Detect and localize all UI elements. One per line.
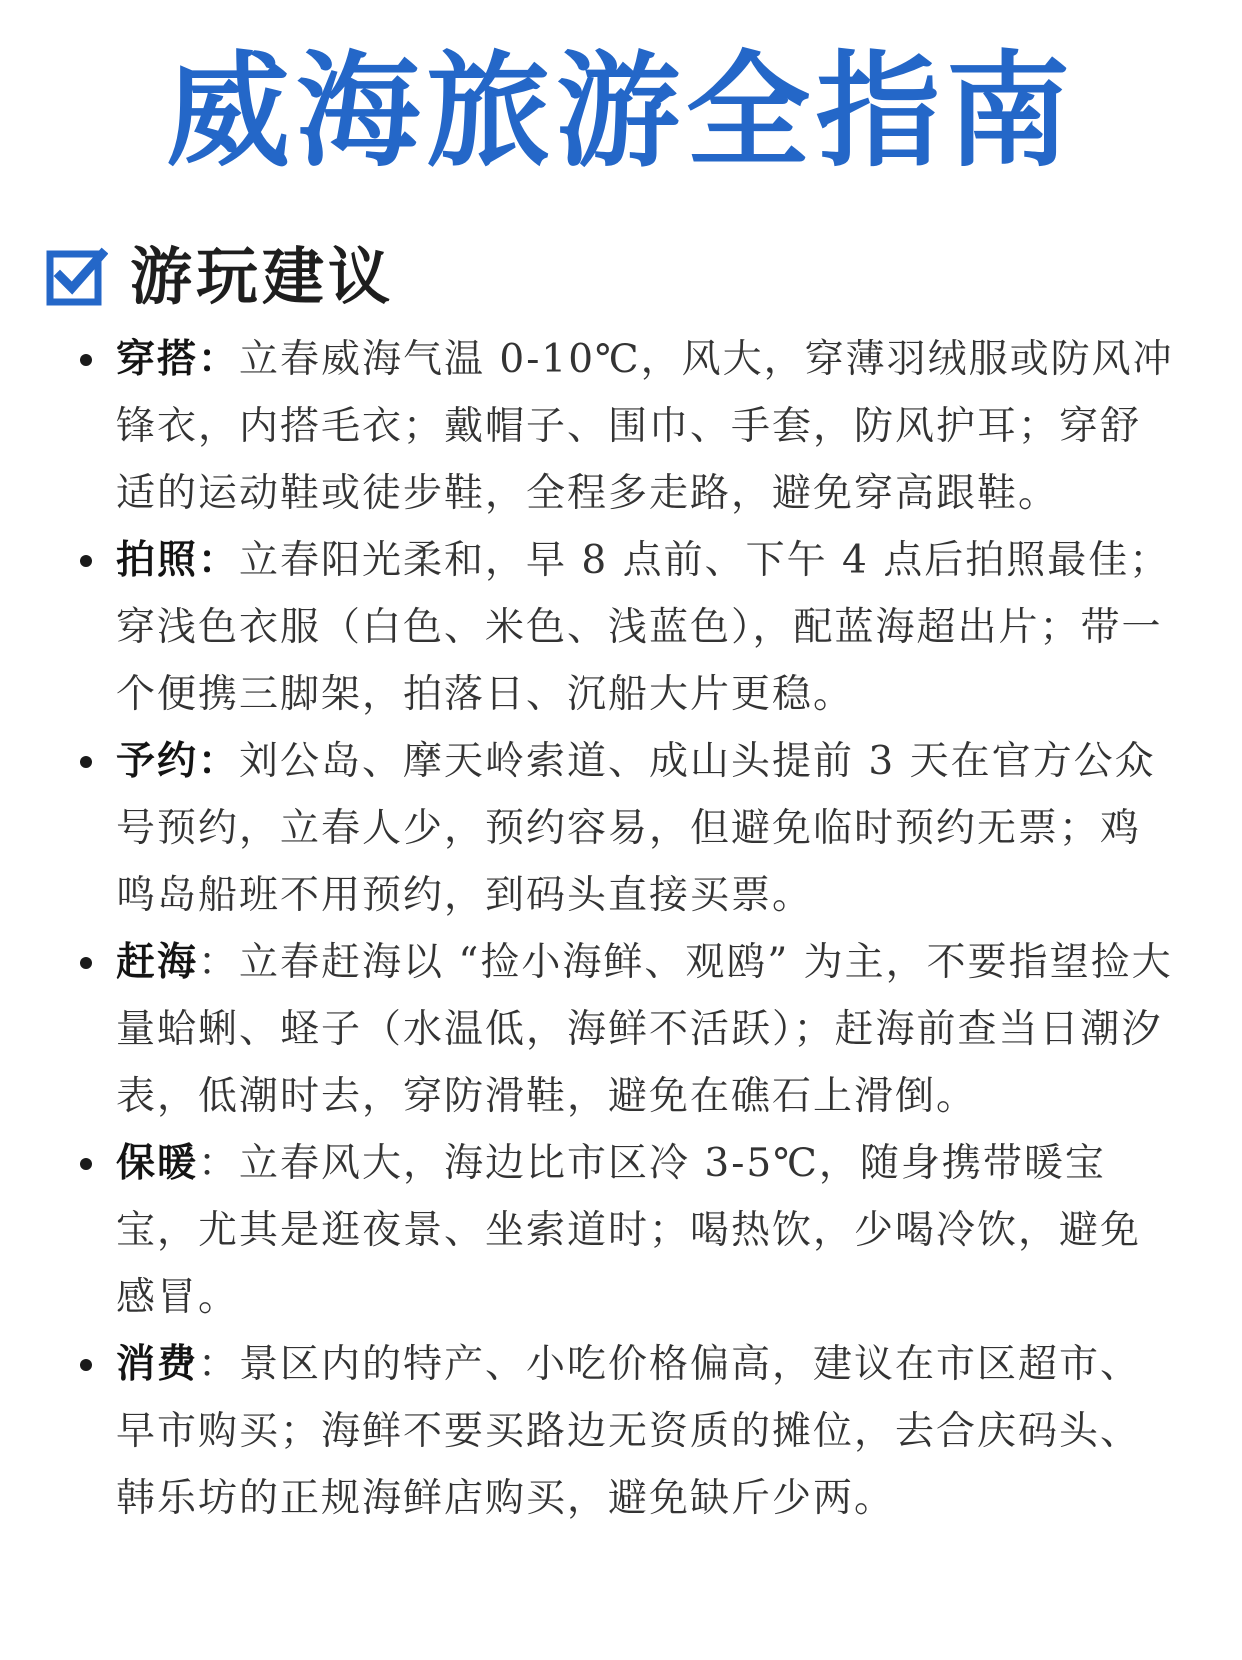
list-item-spending — [80, 1331, 1180, 1532]
item-text: ：景区内的特产、小吃价格偏高，建议在市区超市、早市购买；海鲜不要买路边无资质的摊位，去合庆码头、韩乐坊的正规海鲜店购买，避免缺斤少两。 — [116, 1342, 1142, 1521]
bullet-icon — [80, 354, 92, 366]
item-label: 保暖 — [116, 1140, 199, 1186]
section-title: 游玩建议 — [130, 240, 395, 313]
item-text: ：立春赶海以 “捡小海鲜、观鸥” 为主，不要指望捡大量蛤蜊、蛏子（水温低，海鲜不活跃）；赶海前查当日潮汐表，低潮时去，穿防滑鞋，避免在礁石上滑倒。 — [116, 940, 1173, 1119]
section-header — [46, 242, 394, 312]
list-item-keep-warm — [80, 1130, 1180, 1331]
bullet-icon — [80, 756, 92, 768]
item-text: 刘公岛、摩天岭索道、成山头提前 3 天在官方公众号预约，立春人少，预约容易，但避免临时预约无票；鸡鸣岛船班不用预约，到码头直接买票。 — [116, 739, 1156, 918]
item-label: 予约： — [116, 738, 240, 784]
list-item-tide-pooling — [80, 929, 1180, 1130]
item-text: 立春阳光柔和，早 8 点前、下午 4 点后拍照最佳；穿浅色衣服（白色、米色、浅蓝色），配蓝海超出片；带一个便携三脚架，拍落日、沉船大片更稳。 — [116, 538, 1171, 717]
list-item-reservation — [80, 728, 1180, 929]
bullet-icon — [80, 1158, 92, 1170]
item-text: 立春威海气温 0-10℃，风大，穿薄羽绒服或防风冲锋衣，内搭毛衣；戴帽子、围巾、手套，防风护耳；穿舒适的运动鞋或徒步鞋，全程多走路，避免穿高跟鞋。 — [116, 337, 1174, 516]
list-item-photo — [80, 527, 1180, 728]
item-text: ：立春风大，海边比市区冷 3-5℃，随身携带暖宝宝，尤其是逛夜景、坐索道时；喝热饮，少喝冷饮，避免感冒。 — [116, 1141, 1142, 1320]
page-title: 威海旅游全指南 — [165, 40, 1076, 184]
bullet-icon — [80, 1359, 92, 1371]
item-label: 消费 — [116, 1341, 199, 1387]
bullet-icon — [80, 957, 92, 969]
tips-list — [80, 326, 1180, 1532]
list-item-outfit — [80, 326, 1180, 527]
item-label: 拍照： — [116, 537, 240, 583]
item-label: 穿搭： — [116, 336, 240, 382]
bullet-icon — [80, 555, 92, 567]
checkbox-checked-icon — [46, 246, 108, 308]
item-label: 赶海 — [116, 939, 199, 985]
